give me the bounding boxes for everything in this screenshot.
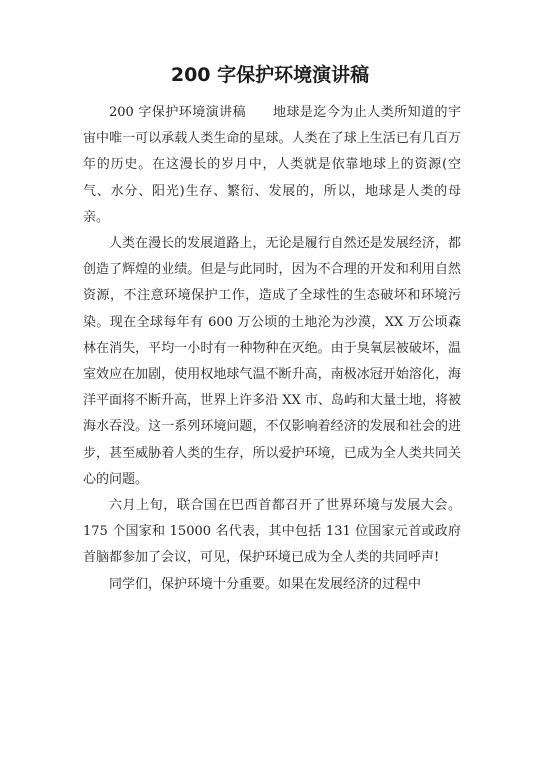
document-title: 200 字保护环境演讲稿 <box>170 64 370 86</box>
paragraph: 人类在漫长的发展道路上，无论是履行自然还是发展经济，都创造了辉煌的业绩。但是与此同时，因为不合理的开发和利用自然资源，不注意环境保护工作，造成了全球性的生态破坏和环境污染。现在全球每年有 600 万公顷的土地沦为沙漠，XX 万公顷森林在消失，平均一小时有一种物种在灭绝。由于臭氧层被破坏，温室效应在加剧，使用权地球气温不断升高，南极冰冠开始溶化，海洋平面将不断升高，世界上许多沿 XX 市、岛屿和大量土地，将被海水吞没。这一系列环境问题，不仅影响着经济的发展和社会的进步，甚至威胁着人类的生存，所以爱护环境，已成为全人类共同关心的问题。 <box>83 236 461 487</box>
paragraph: 200 字保护环境演讲稿 地球是迄今为止人类所知道的宇宙中唯一可以承载人类生命的星球。人类在了球上生活已有几百万年的历史。在这漫长的岁月中，人类就是依靠地球上的资源(空气、水分、阳光)生存、繁衍、发展的，所以，地球是人类的母亲。 <box>83 105 461 225</box>
paragraph: 同学们，保护环境十分重要。如果在发展经济的过程中 <box>109 576 422 592</box>
paragraph: 六月上旬，联合国在巴西首都召开了世界环境与发展大会。175 个国家和 15000 名代表，其中包括 131 位国家元首或政府首脑都参加了会议，可见，保护环境已成为全人类的共同呼声! <box>83 498 461 566</box>
document-body <box>83 100 461 598</box>
